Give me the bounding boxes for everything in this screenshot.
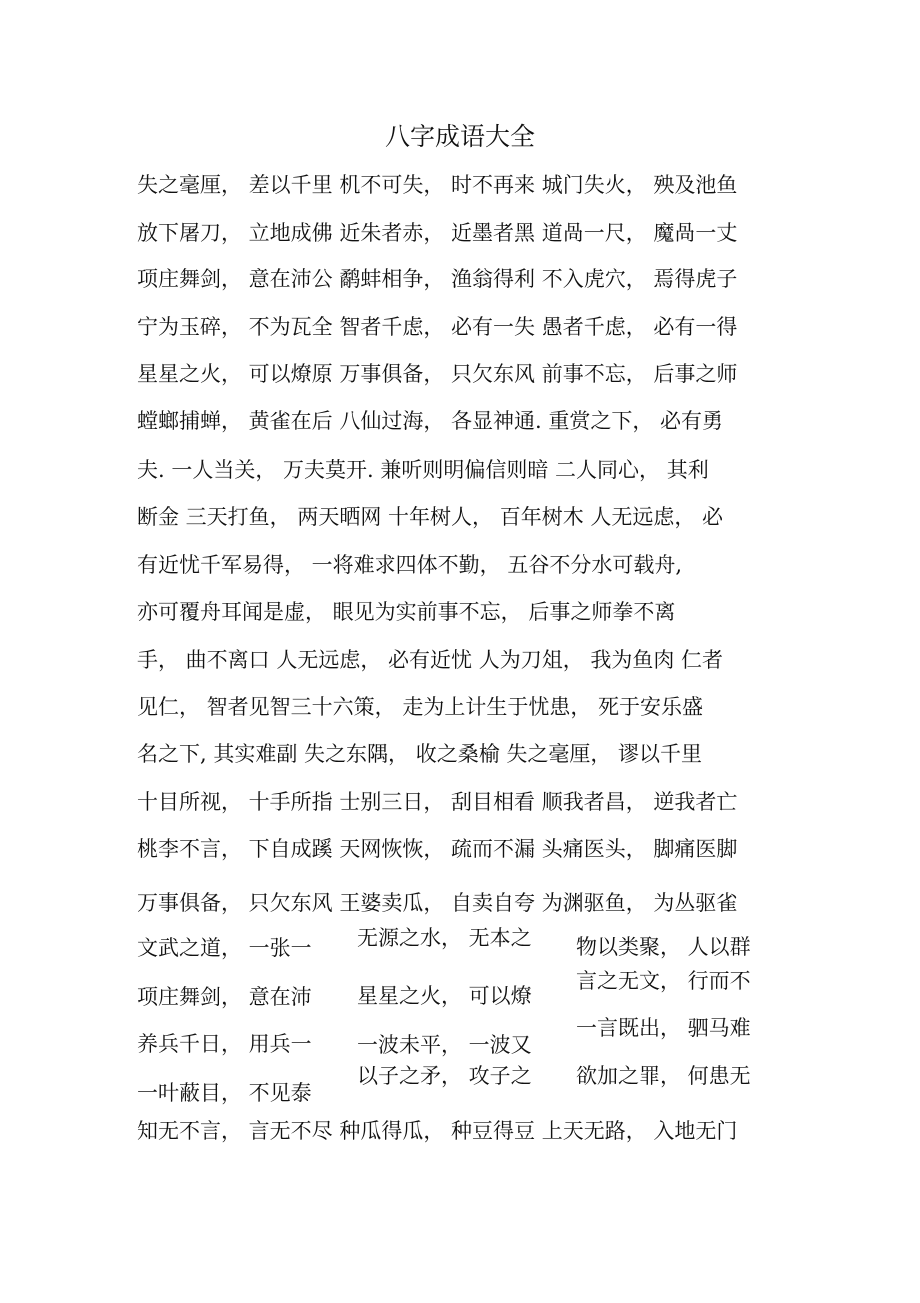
text-line: 万事俱备， 只欠东风 王婆卖瓜， 自卖自夸 为渊驱鱼， 为丛驱雀: [137, 891, 738, 915]
text-line: 见仁， 智者见智三十六策， 走为上计生于忧患， 死于安乐盛: [137, 695, 704, 719]
fragment-col2: 一波未平， 一波又: [357, 1033, 532, 1057]
fragment-col1: 养兵千日， 用兵一: [137, 1032, 312, 1056]
fragment-col2: 无源之水， 无本之: [357, 926, 532, 950]
text-line: 星星之火， 可以燎原 万事俱备， 只欠东风 前事不忘， 后事之师: [137, 362, 738, 386]
text-line: 螳螂捕蝉， 黄雀在后 八仙过海， 各显神通. 重赏之下， 必有勇: [137, 409, 724, 433]
text-line: 项庄舞剑， 意在沛公 鹬蚌相争， 渔翁得利 不入虎穴， 焉得虎子: [137, 267, 738, 291]
text-line: 放下屠刀， 立地成佛 近朱者赤， 近墨者黑 道咼一尺， 魔咼一丈: [137, 221, 738, 245]
text-line: 手， 曲不离口 人无远虑， 必有近忧 人为刀俎， 我为鱼肉 仁者: [137, 648, 724, 672]
fragment-col2: 以子之矛， 攻子之: [357, 1064, 532, 1088]
fragment-col2: 星星之火， 可以燎: [357, 984, 532, 1008]
fragment-col1: 一叶蔽目， 不见泰: [137, 1081, 312, 1105]
fragment-col1: 项庄舞剑， 意在沛: [137, 985, 312, 1009]
text-line: 夫. 一人当关， 万夫莫开. 兼听则明偏信则暗 二人同心， 其利: [137, 458, 709, 482]
fragment-col3: 言之无文， 行而不: [576, 969, 751, 993]
fragment-col3: 欲加之罪， 何患无: [576, 1064, 751, 1088]
text-line: 宁为玉碎， 不为瓦全 智者千虑， 必有一失 愚者千虑， 必有一得: [137, 315, 738, 339]
page-title: 八字成语大全: [384, 122, 535, 151]
fragment-col1: 文武之道， 一张一: [137, 936, 312, 960]
text-line: 名之下, 其实难副 失之东隅， 收之桑榆 失之毫厘， 谬以千里: [137, 742, 703, 766]
text-line: 十目所视， 十手所指 士别三日， 刮目相看 顺我者昌， 逆我者亡: [137, 790, 738, 814]
text-line: 失之毫厘， 差以千里 机不可失， 时不再来 城门失火， 殃及池鱼: [137, 173, 738, 197]
fragment-col3: 物以类聚， 人以群: [576, 935, 751, 959]
text-line: 亦可覆舟耳闻是虚， 眼见为实前事不忘， 后事之师拳不离: [137, 600, 676, 624]
text-line: 桃李不言， 下自成蹊 天网恢恢， 疏而不漏 头痛医头， 脚痛医脚: [137, 837, 738, 861]
text-line-last: 知无不言， 言无不尽 种瓜得瓜， 种豆得豆 上天无路， 入地无门: [137, 1119, 738, 1143]
text-line: 有近忧千军易得， 一将难求四体不勤， 五谷不分水可载舟,: [137, 553, 683, 577]
fragment-col3: 一言既出， 驷马难: [576, 1016, 751, 1040]
text-line: 断金 三天打鱼， 两天晒网 十年树人， 百年树木 人无远虑， 必: [137, 505, 724, 529]
